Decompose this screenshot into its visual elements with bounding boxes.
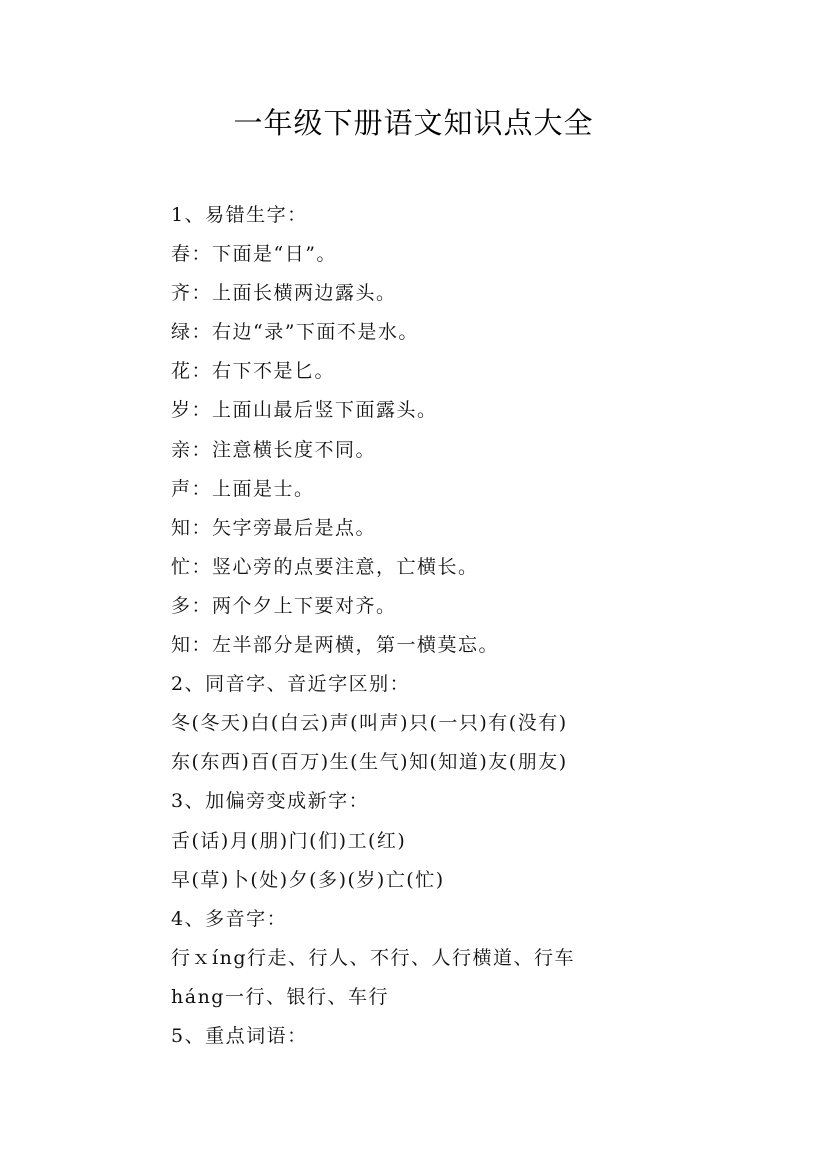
text-line: 声：上面是士。 <box>171 477 315 500</box>
text-line: 岁：上面山最后竖下面露头。 <box>171 399 438 422</box>
text-line: 忙：竖心旁的点要注意，亡横长。 <box>171 555 479 578</box>
text-line: 多：两个夕上下要对齐。 <box>171 594 397 617</box>
text-line: 行ｘíng行走、行人、不行、人行横道、行车 <box>171 946 575 969</box>
text-line: 春：下面是“日”。 <box>171 243 337 266</box>
text-line: 4、多音字： <box>171 907 288 930</box>
text-line: 2、同音字、音近字区别： <box>171 673 411 696</box>
text-line: 3、加偏旁变成新字： <box>171 790 370 813</box>
text-line: háng一行、银行、车行 <box>171 985 389 1008</box>
document-body <box>171 196 771 1056</box>
text-line: 舌(话)月(朋)门(们)工(红) <box>171 829 407 852</box>
text-line: 花：右下不是匕。 <box>171 360 336 383</box>
text-line: 知：左半部分是两横，第一横莫忘。 <box>171 634 500 657</box>
document-title: 一年级下册语文知识点大全 <box>233 106 594 140</box>
text-line: 早(草)卜(处)夕(多)(岁)亡(忙) <box>171 868 445 891</box>
text-line: 绿：右边“录”下面不是水。 <box>171 321 419 344</box>
text-line: 东(东西)百(百万)生(生气)知(知道)友(朋友) <box>171 751 568 774</box>
text-line: 亲：注意横长度不同。 <box>171 438 377 461</box>
text-line: 冬(冬天)白(白云)声(叫声)只(一只)有(没有) <box>171 712 568 735</box>
text-line: 5、重点词语： <box>171 1024 308 1047</box>
text-line: 1、易错生字： <box>171 204 308 226</box>
text-line: 齐：上面长横两边露头。 <box>171 282 397 305</box>
text-line: 知：矢字旁最后是点。 <box>171 516 377 539</box>
